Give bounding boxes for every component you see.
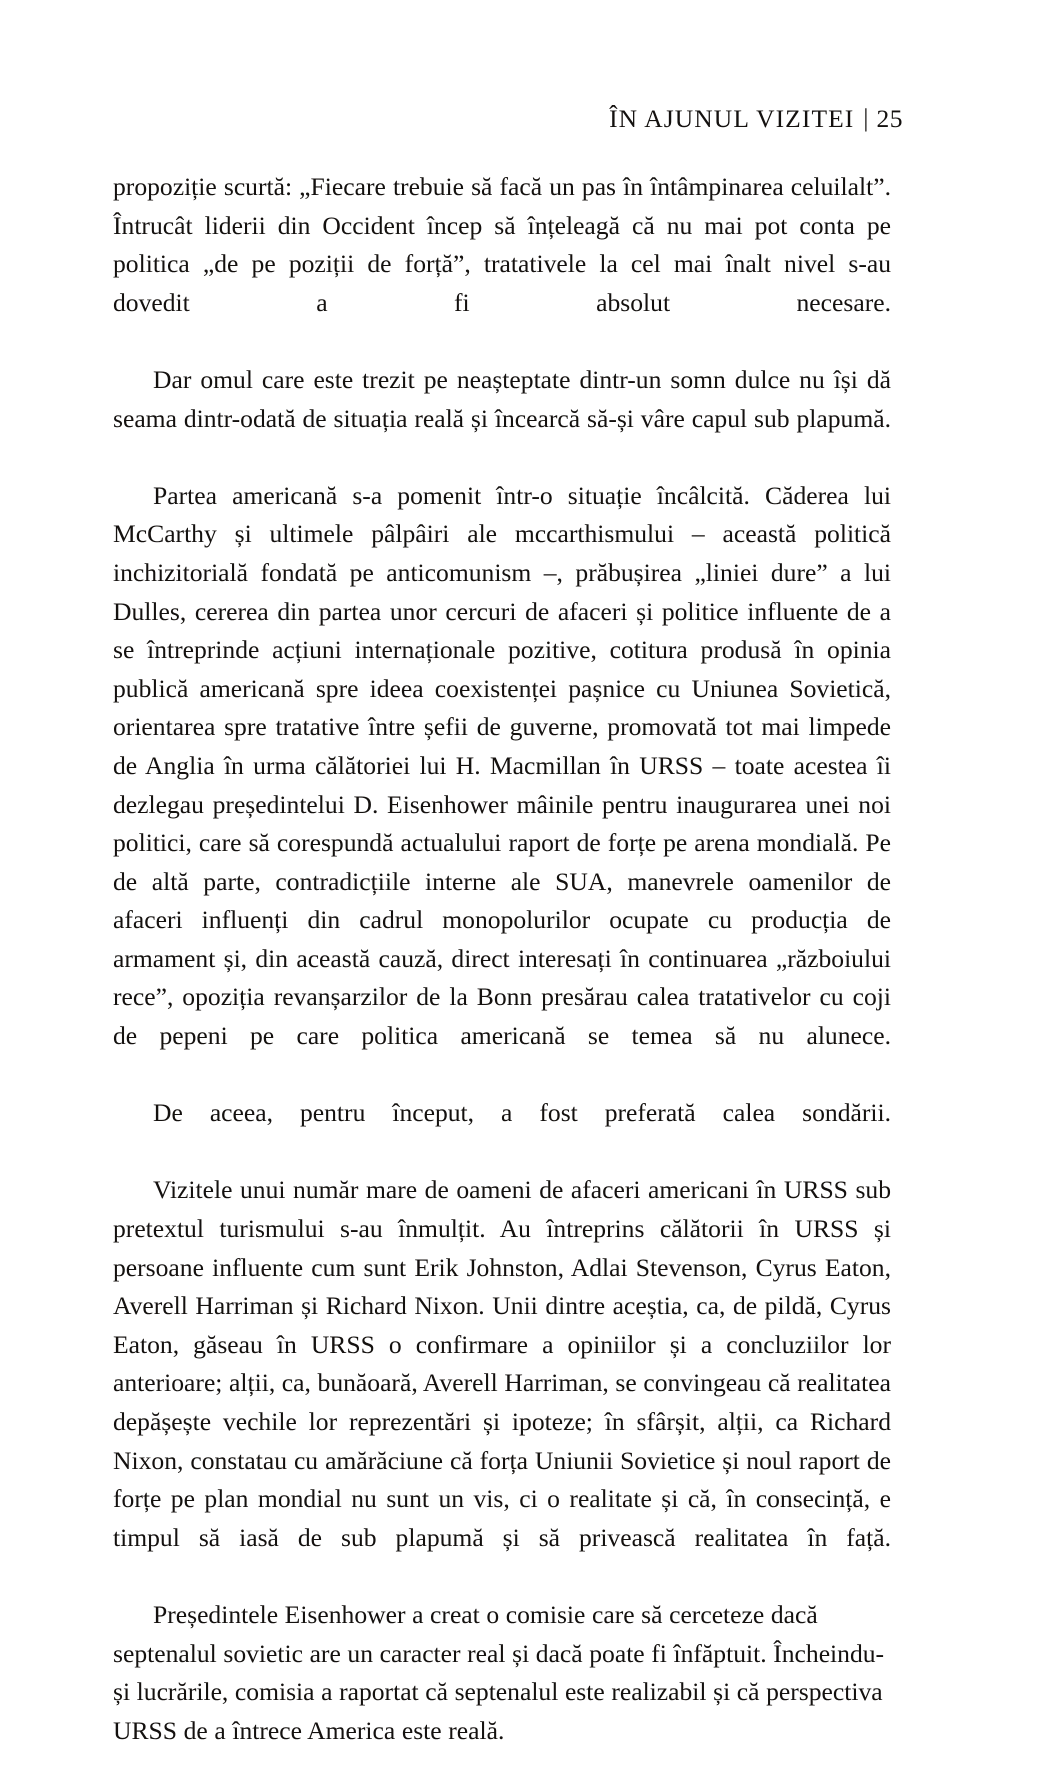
running-head-separator: | — [863, 105, 870, 132]
page-number: 25 — [876, 104, 903, 133]
paragraph: Partea americană s-a pomenit într-o situație încâlcită. Căderea lui McCarthy și ultimele pâlpâiri ale mccarthismului – această politică inchizitorială fondată pe anticomunism –, prăbușirea „liniei dure” a lui Dulles, cererea din partea unor cercuri de afaceri și politice influente de a se întreprinde acțiuni internaționale pozitive, cotitura produsă în opinia publică americană spre ideea coexistenței pașnice cu Uniunea Sovietică, orientarea spre tratative între șefii de guverne, promovată tot mai limpede de Anglia în urma călătoriei lui H. Macmillan în URSS – toate acestea îi dezlegau președintelui D. Eisenhower mâinile pentru inaugurarea unei noi politici, care să corespundă actualului raport de forțe pe arena mondială. Pe de altă parte, contradicțiile interne ale SUA, manevrele oamenilor de afaceri influenți din cadrul monopolurilor ocupate cu producția de armament și, din această cauză, direct interesați în continuarea „războiului rece”, opoziția revanșarzilor de la Bonn presărau calea tratativelor cu coji de pepeni pe care politica americană se temea să nu alunece. — [113, 480, 891, 1051]
running-head-title: ÎN AJUNUL VIZITEI — [609, 104, 855, 133]
paragraph: Președintele Eisenhower a creat o comisie care să cerceteze dacă septenalul sovietic are un caracter real și dacă poate fi înfăptuit. Încheindu-și lucrările, comisia a raportat că septenalul este realizabil și că perspectiva URSS de a întrece America este reală. — [113, 1599, 885, 1745]
paragraph: propoziție scurtă: „Fiecare trebuie să facă un pas în întâmpinarea celuilalt”. Întrucât liderii din Occident încep să înțeleagă că nu mai pot conta pe politica „de pe poziții de forță”, tratativele la cel mai înalt nivel s-au dovedit a fi absolut necesare. — [113, 172, 891, 317]
paragraph: Dar omul care este trezit pe neașteptate dintr-un somn dulce nu își dă seama dintr-odată de situația reală și încearcă să-și vâre capul sub plapumă. — [113, 364, 891, 433]
paragraph: Vizitele unui număr mare de oameni de afaceri americani în URSS sub pretextul turismului s-au înmulțit. Au întreprins călătorii în URSS și persoane influente cum sunt Erik Johnston, Adlai Stevenson, Cyrus Eaton, Averell Harriman și Richard Nixon. Unii dintre aceștia, ca, de pildă, Cyrus Eaton, găseau în URSS o confirmare a opiniilor și a concluziilor lor anterioare; alții, ca, bunăoară, Averell Harriman, se convingeau că realitatea depășește vechile lor reprezentări și ipoteze; în sfârșit, alții, ca Richard Nixon, constatau cu amărăciune că forța Uniunii Sovietice și noul raport de forțe pe plan mondial nu sunt un vis, ci o realitate și că, în consecință, e timpul să iasă de sub plapumă și să privească realitatea în față. — [113, 1175, 891, 1552]
body-text — [113, 168, 891, 1789]
running-head — [113, 104, 903, 134]
paragraph: De aceea, pentru început, a fost preferată calea sondării. — [153, 1098, 891, 1128]
